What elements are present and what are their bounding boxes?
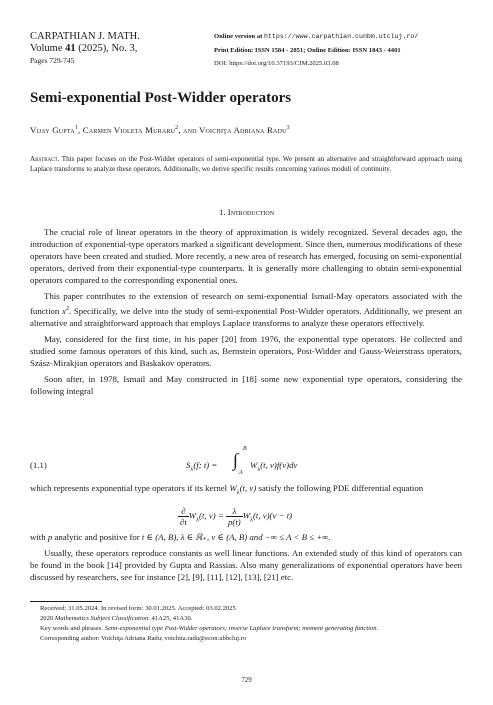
page-number: 729 <box>241 677 252 684</box>
journal-header <box>30 31 140 66</box>
paragraph-5: which represents exponential type operators if its kernel $W_\lambda(t$, v) satisfy the following PDE differential equation <box>30 483 424 496</box>
intro-body-top <box>30 226 462 401</box>
journal-name: CARPATHIAN J. MATH. <box>30 31 140 42</box>
author-2: Carmen Violeta Muraru <box>82 125 176 135</box>
online-url-link[interactable]: https://www.carpathian.cunbm.utcluj.ro/ <box>264 33 419 40</box>
paragraph-3: May, considered for the first time, in his paper [20] from 1976, the exponential type operators. He collected and studied some famous operators of this kind, such as, Bernstein operators, Post-Widder and Gauss-Weierstrass operators, Szász-Mirakjian operators and Baskakov operators. <box>30 333 462 368</box>
equation-1-label: (1.1) <box>30 460 47 470</box>
footnote-rule <box>30 601 102 602</box>
print-issn: Print Edition: ISSN 1584 - 2851; Online Edition: ISSN 1843 - 4401 <box>214 46 401 54</box>
journal-info <box>214 30 418 71</box>
author-list: Vijay Gupta$^1$, Carmen Violeta Muraru$^2$, and Voichiţa Adriana Radu$^3$ <box>30 125 290 135</box>
footnote-received: Received: 31.05.2024. In revised form: 30.01.2025. Accepted: 03.02.2025 <box>40 605 236 612</box>
paragraph-2: This paper contributes to the extension of research on semi-exponential Ismail-May operators associated with the function $x^2$. Specifically, we delve into the study of semi-exponential Post-Widder operators. Additionally, we present an alternative and straightforward approach that employs Laplace transforms to analyze these operators effectively. <box>30 291 462 328</box>
footnote-corresponding: Corresponding author: Voichiţa Adriana Radu; voichita.radu@econ.ubbcluj.ro <box>40 635 247 642</box>
paper-page: CARPATHIAN J. MATH. Volume 41 (2025), No. 3, Pages 729-745 Online version at https://www.carpathian.cunbm.utcluj.ro/ Print Edition: ISSN 1584 - 2851; Online Edition: ISSN 1843 - 4401 DOI: https://doi.org/10.37193/CJM.2025.03.08 Semi-exponential Post-Widder operators Vijay Gupta$^1$, Carmen Violeta Muraru$^2$, and Voichiţa Adriana Radu$^3$ Abstract. This paper focuses on the Post-Widder operators of semi-exponential type. We present an alternative and straightforward approach using Laplace transforms to analyze these operators. Additionally, we derive specific results concerning various moduli of continuity. 1. Introduction The crucial role of linear operators in the theory of approximation is widely recognized. Several decades ago, the introduction of exponential-type operators marked a significant development. Since then, numerous modifications of these operators have been created and studied. More recently, a new area of research has emerged, focusing on semi-exponential operators, derived from their exponential-type counterparts. It is generally more challenging to obtain semi-exponential operators compared to the corresponding exponential ones. This paper contributes to the extension of research on semi-exponential Ismail-May operators associated with the function $x^2$. Specifically, we delve into the study of semi-exponential Post-Widder operators. Additionally, we present an alternative and straightforward approach that employs Laplace transforms to analyze these operators effectively. May, considered for the first time, in his paper [20] from 1976, the exponential type operators. He collected and studied some famous operators of this kind, such as, Bernstein operators, Post-Widder and Gauss-Weierstrass operators, Szász-Mirakjian operators and Baskakov operators. Soon after, in 1978, Ismail and May constructed in [18] some new exponential type operators, considering the following integral (1.1) $S_\lambda(f$; t) = ∫ B A $W_\lambda(t$, v)f(v)dv which represents exponential type operators if its kernel $W_\lambda(t$, v) satisfy the following PDE differential equation $\frac{\partial}{\partial t}$ $W_\lambda(t$, v) = $\frac{\lambda}{p(t)}$ $W_\lambda(t$, v)(v − t) with p analytic and positive for t ∈ (A, B), λ ∈ ℝ₊, v ∈ (A, B) and −∞ ≤ A < B ≤ +∞. Usually, these operators reproduce constants as well linear functions. An extended study of this kind of operators can be found in the book [14] provided by Gupta and Rassias. Also many generalizations of exponential operators have been discussed by researchers, see for instance [2], [9], [11], [12], [13], [21] etc. Received: 31.05.2024. In revised form: 30.01.2025. Accepted: 03.02.2025 2020 Mathematics Subject Classification. 41A25, 41A30. Key words and phrases. Semi-exponential type Post-Widder operators; inverse Laplace transform; moment generating function. Corresponding author: Voichiţa Adriana Radu; voichita.radu@econ.ubbcluj.ro 729 <box>0 0 493 705</box>
intro-body-bottom <box>30 531 462 587</box>
journal-volume: Volume 41 (2025), No. 3, <box>30 43 138 54</box>
author-3: Voichiţa Adriana Radu <box>198 125 287 135</box>
paragraph-7: Usually, these operators reproduce constants as well linear functions. An extended study of this kind of operators can be found in the book [14] provided by Gupta and Rassias. Also many generalizations of exponential operators have been discussed by researchers, see for instance [2], [9], [11], [12], [13], [21] etc. <box>30 548 462 583</box>
paragraph-6: with p analytic and positive for t ∈ (A, B), λ ∈ ℝ₊, v ∈ (A, B) and −∞ ≤ A < B ≤ +∞. <box>30 532 331 542</box>
integral-sign: ∫ <box>233 450 238 470</box>
equation-2: $\frac{\partial}{\partial t}$ $W_\lambda(t$, v) = $\frac{\lambda}{p(t)}$ $W_\lambda(t$, v)(v − t) <box>180 506 293 527</box>
paragraph-1: The crucial role of linear operators in the theory of approximation is widely recognized. Several decades ago, the introduction of exponential-type operators marked a significant development. Since then, numerous modifications of these operators have been created and studied. More recently, a new area of research has emerged, focusing on semi-exponential operators, derived from their exponential-type counterparts. It is generally more challenging to obtain semi-exponential operators compared to the corresponding exponential ones. <box>30 227 462 286</box>
abstract-label: Abstract. <box>30 155 60 163</box>
paper-title: Semi-exponential Post-Widder operators <box>30 90 292 106</box>
journal-pages: Pages 729-745 <box>30 56 75 65</box>
footnotes <box>30 604 462 644</box>
abstract <box>30 154 462 174</box>
paragraph-4: Soon after, in 1978, Ismail and May constructed in [18] some new exponential type operators, considering the following integral <box>30 373 462 397</box>
abstract-text: This paper focuses on the Post-Widder operators of semi-exponential type. We present an alternative and straightforward approach using Laplace transforms to analyze these operators. Additionally, we derive specific results concerning various moduli of continuity. <box>30 155 462 174</box>
footnote-msc: 2020 Mathematics Subject Classification. 41A25, 41A30. <box>40 615 193 622</box>
intro-body-mid <box>30 482 462 503</box>
author-1: Vijay Gupta <box>30 125 75 135</box>
doi-link[interactable]: DOI: https://doi.org/10.37193/CJM.2025.03.08 <box>214 60 339 68</box>
section-heading: 1. Introduction <box>218 207 275 217</box>
footnote-keywords: Key words and phrases. Semi-exponential type Post-Widder operators; inverse Laplace transform; moment generating function. <box>40 625 379 632</box>
online-version: Online version at https://www.carpathian.cunbm.utcluj.ro/ <box>214 33 419 40</box>
